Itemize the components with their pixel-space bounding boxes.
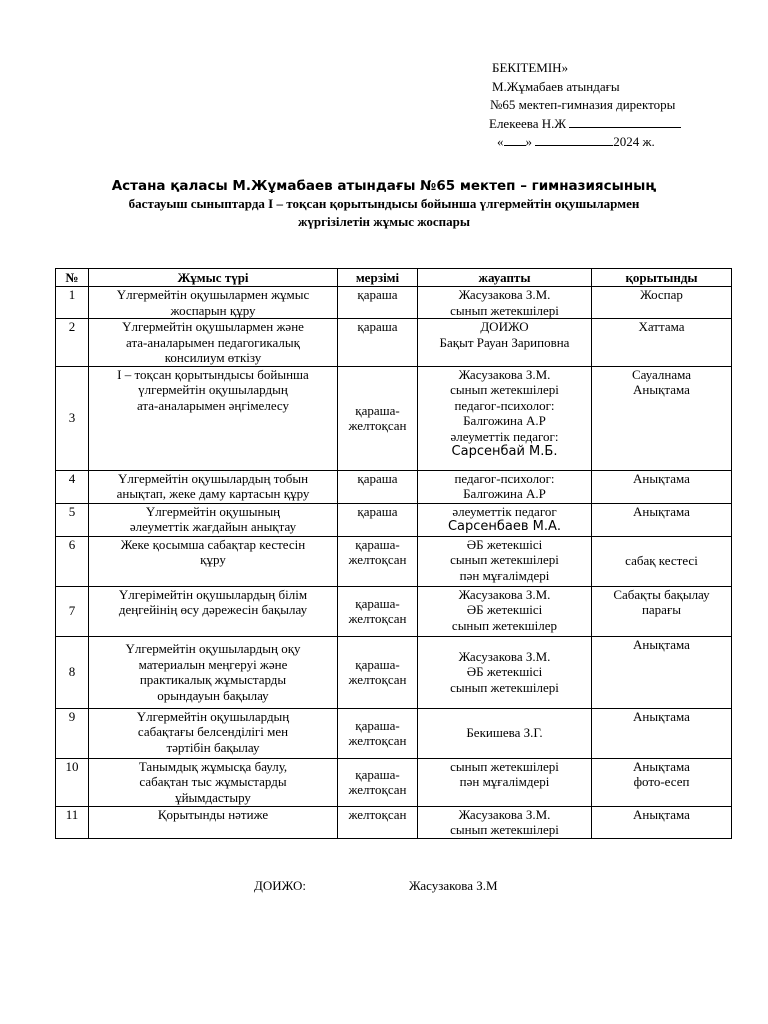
work-type-cell-line: материалын меңгеруі және [138, 656, 288, 672]
term-cell-line: қараша- [355, 402, 400, 418]
work-type-cell-line: сабақтан тыс жұмыстарды [139, 774, 287, 789]
term-cell-line: қараша- [355, 595, 400, 611]
row-number: 6 [56, 536, 89, 586]
date-month-blank [535, 133, 613, 146]
responsible-cell-line: сынып жетекшілері [450, 679, 559, 695]
header-work-type: Жұмыс түрі [89, 269, 338, 287]
term-cell-line: қараша [357, 503, 398, 519]
footer-label: ДОИЖО: [254, 878, 306, 893]
responsible-person: Сарсенбаев М.А. [447, 519, 562, 534]
result-cell-line: Анықтама [633, 470, 690, 486]
work-type-cell [89, 586, 338, 636]
approval-block [486, 59, 726, 152]
result-cell-line: Анықтама [633, 758, 690, 774]
approval-line-2: М.Жұмабаев атындағы [492, 78, 620, 94]
result-cell-line: Сабақты бақылау [613, 586, 710, 602]
director-name: Елекеева Н.Ж [489, 115, 567, 131]
work-type-cell [89, 287, 338, 319]
date-open-quote: « [497, 134, 504, 149]
term-cell [338, 586, 418, 636]
responsible-cell [418, 319, 592, 367]
work-type-cell-line: консилиум өткізу [164, 350, 262, 365]
responsible-cell-line: педагог-психолог: [454, 470, 555, 486]
term-cell-line: қараша- [355, 717, 400, 733]
table-row [56, 470, 732, 503]
responsible-cell [418, 708, 592, 758]
responsible-cell-line: сынып жетекшілер [451, 617, 558, 633]
work-type-cell-line: анықтап, жеке даму картасын құру [116, 486, 310, 501]
term-cell [338, 758, 418, 806]
header-result: қорытынды [592, 269, 732, 287]
table-row [56, 806, 732, 838]
term-cell-line: қараша [357, 470, 398, 486]
header-term: мерзімі [338, 269, 418, 287]
responsible-cell-line: ДОИЖО [480, 319, 529, 334]
row-number: 5 [56, 503, 89, 536]
table-row [56, 366, 732, 470]
row-number: 10 [56, 758, 89, 806]
term-cell-line: қараша [357, 319, 398, 334]
term-cell [338, 806, 418, 838]
table-row [56, 536, 732, 586]
work-type-cell-line: Үлгермейтін оқушының [145, 503, 281, 519]
table-header-row [56, 269, 732, 287]
responsible-cell [418, 503, 592, 536]
responsible-cell-line: Жасузакова З.М. [458, 806, 551, 822]
term-cell-line: желтоқсан [348, 782, 407, 797]
term-cell-line: желтоқсан [348, 552, 407, 567]
result-cell [592, 586, 732, 636]
responsible-cell [418, 536, 592, 586]
result-cell [592, 287, 732, 319]
result-cell [592, 758, 732, 806]
approval-line-1: БЕКІТЕМІН» [492, 60, 569, 75]
result-cell [592, 470, 732, 503]
work-type-cell-line: үлгермейтін оқушылардың [138, 382, 288, 397]
term-cell [338, 366, 418, 470]
table-row [56, 319, 732, 367]
work-type-cell-line: әлеуметтік жағдайын анықтау [129, 519, 297, 534]
row-number: 9 [56, 708, 89, 758]
term-cell [338, 636, 418, 708]
responsible-cell-line: сынып жетекшілері [450, 758, 559, 774]
work-type-cell-line: практикалық жұмыстарды [139, 672, 287, 687]
result-cell-line: Анықтама [633, 636, 690, 652]
row-number: 3 [56, 366, 89, 470]
subtitle-line-2: жүргізілетін жұмыс жоспары [297, 214, 470, 229]
responsible-cell-line: Жасузакова З.М. [458, 648, 551, 664]
work-type-cell-line: Үлгермейтін оқушылармен жұмыс [116, 287, 310, 302]
term-cell-line: қараша [357, 287, 398, 302]
result-cell-line: Анықтама [633, 382, 690, 397]
result-cell-line: Анықтама [633, 503, 690, 519]
work-type-cell [89, 708, 338, 758]
responsible-cell [418, 806, 592, 838]
work-type-cell [89, 470, 338, 503]
result-cell [592, 503, 732, 536]
work-type-cell-line: Жеке қосымша сабақтар кестесін [120, 536, 306, 552]
work-type-cell-line: Үлгермейтін оқушылардың [136, 708, 290, 724]
signature-line [569, 115, 681, 128]
header-number: № [56, 269, 89, 287]
responsible-person: Сарсенбай М.Б. [451, 444, 558, 459]
responsible-cell-line: Жасузакова З.М. [458, 287, 551, 302]
date-day-blank [504, 133, 526, 146]
term-cell [338, 470, 418, 503]
work-type-cell-line: тәртібін бақылау [166, 739, 260, 755]
table-row [56, 503, 732, 536]
date-close-quote: » [525, 134, 532, 149]
result-cell-line: Анықтама [633, 708, 690, 724]
responsible-cell-line: Балгожина А.Р [463, 486, 546, 501]
result-cell-line: парағы [641, 602, 682, 617]
work-type-cell [89, 503, 338, 536]
responsible-cell-line: әлеуметтік педагог [452, 503, 557, 519]
term-cell [338, 536, 418, 586]
work-type-cell [89, 319, 338, 367]
term-cell [338, 503, 418, 536]
row-number: 1 [56, 287, 89, 319]
result-cell [592, 708, 732, 758]
row-number: 4 [56, 470, 89, 503]
result-cell-line: Хаттама [638, 319, 685, 334]
responsible-cell-line: сынып жетекшілері [450, 552, 559, 567]
responsible-cell-line: ӘБ жетекшісі [466, 664, 543, 680]
work-type-cell-line: ата-аналарымен педагогикалық [126, 334, 300, 350]
table-row [56, 287, 732, 319]
term-cell-line: желтоқсан [348, 806, 407, 822]
work-type-cell-line: Қорытынды нәтиже [157, 806, 269, 822]
responsible-cell-line: пән мұғалімдері [459, 774, 550, 789]
work-type-cell-line: Үлгермейтін оқушылардың оқу [125, 641, 301, 656]
document-subtitle [0, 195, 768, 231]
responsible-cell-line: Жасузакова З.М. [458, 586, 551, 602]
term-cell-line: желтоқсан [348, 672, 407, 687]
table-body [56, 287, 732, 839]
responsible-cell [418, 366, 592, 470]
responsible-cell-line: Жасузакова З.М. [458, 366, 551, 382]
work-type-cell [89, 806, 338, 838]
row-number: 11 [56, 806, 89, 838]
result-cell [592, 806, 732, 838]
work-type-cell [89, 758, 338, 806]
term-cell [338, 319, 418, 367]
responsible-cell [418, 470, 592, 503]
result-cell-line: Жоспар [640, 287, 683, 302]
work-type-cell-line: Үлгермейтін оқушылардың тобын [117, 470, 309, 486]
work-type-cell-line: ата-аналарымен әңгімелесу [136, 397, 290, 413]
term-cell-line: желтоқсан [348, 611, 407, 626]
work-type-cell [89, 366, 338, 470]
table-row [56, 758, 732, 806]
responsible-cell-line: ӘБ жетекшісі [466, 602, 543, 617]
table-row [56, 636, 732, 708]
work-plan-table [55, 268, 732, 839]
term-cell-line: қараша- [355, 656, 400, 672]
responsible-cell-line: сынып жетекшілері [450, 302, 559, 318]
term-cell-line: желтоқсан [348, 733, 407, 748]
approval-date-line [486, 133, 726, 152]
responsible-cell-line: ӘБ жетекшісі [466, 536, 543, 552]
term-cell [338, 287, 418, 319]
result-cell-line: сабақ кестесі [625, 553, 698, 569]
work-type-cell [89, 536, 338, 586]
responsible-cell-line: әлеуметтік педагог: [450, 428, 559, 444]
row-number: 2 [56, 319, 89, 367]
date-year: 2024 ж. [613, 134, 655, 149]
footer-signatory: Жасузакова З.М [409, 878, 498, 893]
table-row [56, 586, 732, 636]
responsible-cell-line: Балгожина А.Р [463, 413, 546, 428]
responsible-cell-line: сынып жетекшілері [450, 382, 559, 397]
term-cell [338, 708, 418, 758]
result-cell [592, 636, 732, 708]
responsible-cell [418, 287, 592, 319]
term-cell-line: қараша- [355, 536, 400, 552]
responsible-cell-line: Бақыт Рауан Зариповна [439, 334, 570, 350]
work-type-cell-line: орындауын бақылау [157, 687, 269, 703]
responsible-cell-line: пән мұғалімдері [459, 567, 550, 583]
result-cell [592, 366, 732, 470]
work-type-cell-line: ұйымдастыру [175, 789, 251, 805]
work-type-cell-line: Үлгермейтін оқушылармен және [122, 319, 304, 334]
approval-line-4 [486, 115, 726, 134]
subtitle-line-1: бастауыш сыныптарда І – тоқсан қорытындысы бойынша үлгермейтін оқушылармен [128, 196, 640, 211]
term-cell-line: желтоқсан [348, 418, 407, 433]
responsible-cell-line: Бекишева З.Г. [466, 725, 543, 741]
row-number: 8 [56, 636, 89, 708]
responsible-cell-line: сынып жетекшілері [450, 822, 559, 837]
table-row [56, 708, 732, 758]
work-type-cell-line: Үлгерімейтін оқушылардың білім [118, 586, 308, 602]
work-type-cell-line: І – тоқсан қорытындысы бойынша [117, 366, 309, 382]
result-cell-line: Сауалнама [631, 366, 692, 382]
work-type-cell-line: деңгейінің өсу дәрежесін бақылау [118, 602, 308, 617]
work-type-cell-line: сабақтағы белсенділігі мен [137, 724, 289, 739]
document-title: Астана қаласы М.Жұмабаев атындағы №65 мектеп – гимназиясының [111, 178, 657, 194]
row-number: 7 [56, 586, 89, 636]
approval-line-3: №65 мектеп-гимназия директоры [490, 97, 676, 112]
header-responsible: жауапты [418, 269, 592, 287]
result-cell-line: Анықтама [633, 806, 690, 822]
work-type-cell-line: құру [200, 552, 226, 567]
work-type-cell-line: Танымдық жұмысқа баулу, [138, 758, 288, 774]
work-type-cell [89, 636, 338, 708]
responsible-cell [418, 636, 592, 708]
responsible-cell-line: педагог-психолог: [454, 397, 555, 413]
responsible-cell [418, 586, 592, 636]
result-cell [592, 536, 732, 586]
work-type-cell-line: жоспарын құру [170, 302, 256, 318]
term-cell-line: қараша- [355, 766, 400, 782]
responsible-cell [418, 758, 592, 806]
result-cell-line: фото-есеп [633, 774, 690, 789]
result-cell [592, 319, 732, 367]
